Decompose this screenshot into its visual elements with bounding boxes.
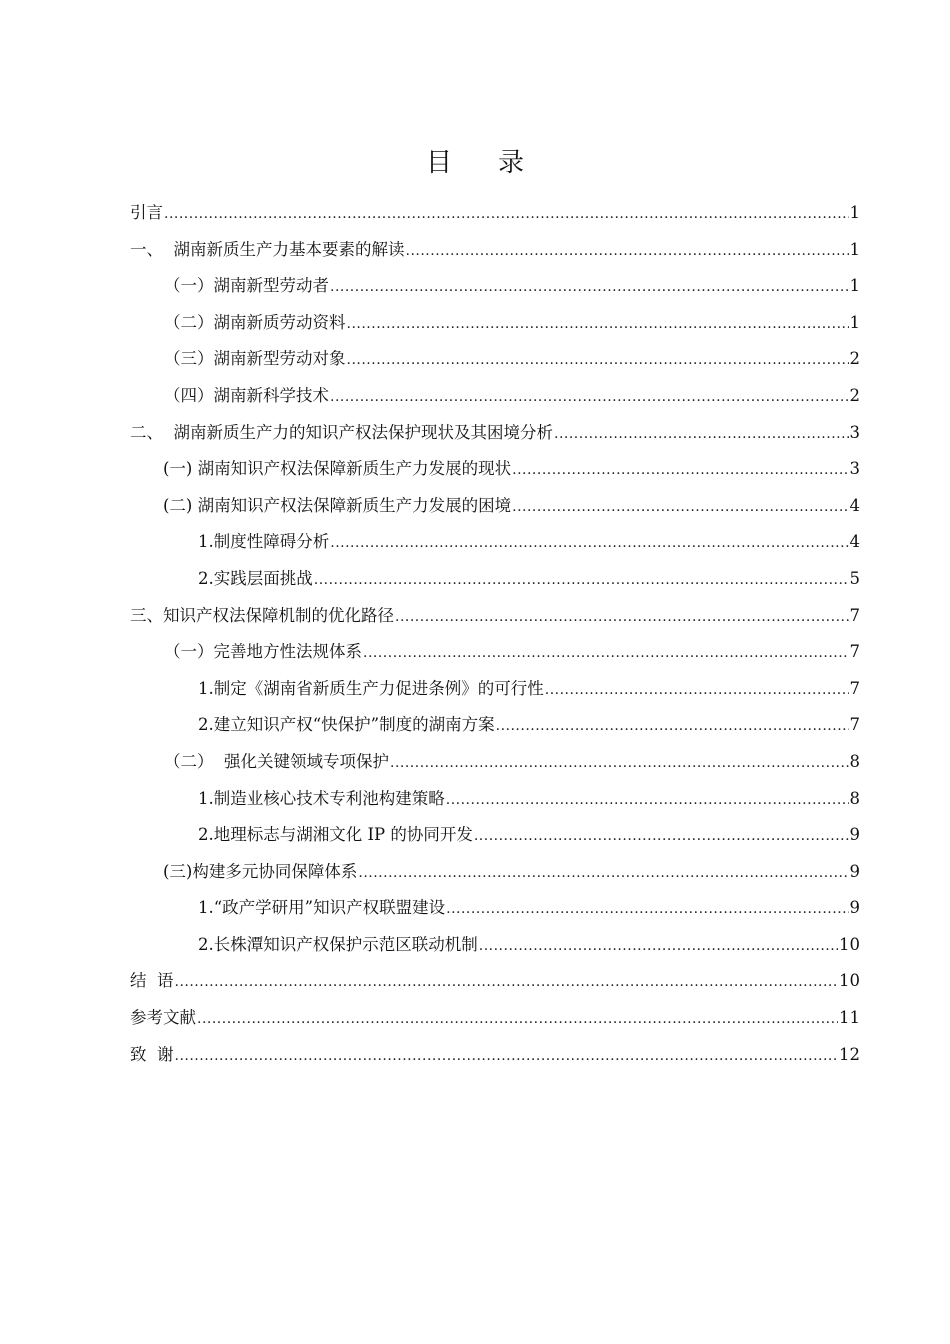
- toc-entry-label: （三）湖南新型劳动对象: [164, 349, 346, 369]
- toc-entry-label: 引言: [130, 203, 163, 222]
- toc-leader-dots: [175, 1043, 839, 1069]
- toc-page-number: 10: [839, 971, 860, 991]
- toc-leader-dots: [330, 274, 849, 300]
- toc-page-number: 12: [839, 1044, 860, 1064]
- toc-page-number: 3: [849, 422, 860, 442]
- toc-page-number: 4: [849, 495, 860, 515]
- toc-entry-label: （一）湖南新型劳动者: [164, 276, 329, 296]
- toc-entry-label: (二) 湖南知识产权法保障新质生产力发展的困境: [163, 495, 512, 515]
- table-of-contents: [130, 200, 860, 1078]
- toc-entry-label: 1.制造业核心技术专利池构建策略: [198, 788, 445, 808]
- toc-page-number: 2: [849, 349, 860, 369]
- toc-entry-label: （二）湖南新质劳动资料: [164, 312, 346, 332]
- toc-entry-subsection-2-2-2[interactable]: [130, 566, 860, 603]
- toc-leader-dots: [406, 238, 849, 264]
- toc-entry-section-1-1[interactable]: [130, 273, 860, 310]
- toc-page-number: 4: [849, 532, 860, 552]
- toc-entry-label: 2.实践层面挑战: [198, 568, 313, 588]
- toc-leader-dots: [175, 969, 839, 995]
- toc-page-number: 8: [849, 788, 860, 808]
- toc-page-number: 10: [839, 934, 860, 954]
- toc-entry-conclusion[interactable]: [130, 968, 860, 1005]
- toc-page-number: 1: [849, 239, 860, 259]
- toc-leader-dots: [395, 604, 849, 630]
- toc-leader-dots: [314, 567, 849, 593]
- toc-page-number: 1: [849, 203, 860, 222]
- toc-leader-dots: [330, 384, 849, 410]
- toc-page-number: 7: [849, 678, 860, 698]
- toc-entry-label: （一）完善地方性法规体系: [164, 642, 362, 662]
- toc-entry-label: 2.建立知识产权“快保护”制度的湖南方案: [198, 715, 495, 735]
- toc-entry-chapter-1[interactable]: [130, 237, 860, 274]
- toc-page-number: 11: [839, 1008, 860, 1028]
- toc-entry-chapter-3[interactable]: [130, 603, 860, 640]
- toc-entry-subsection-3-3-2[interactable]: [130, 932, 860, 969]
- toc-entry-label: 2.地理标志与湖湘文化 IP 的协同开发: [198, 825, 473, 845]
- toc-entry-label: （四）湖南新科学技术: [164, 385, 329, 405]
- toc-leader-dots: [545, 677, 849, 703]
- toc-entry-label: 1.制定《湖南省新质生产力促进条例》的可行性: [198, 678, 544, 698]
- page-title: 目录: [425, 148, 570, 178]
- toc-entry-label: (一) 湖南知识产权法保障新质生产力发展的现状: [163, 459, 512, 479]
- toc-entry-label: 致 谢: [130, 1044, 174, 1064]
- toc-page-number: 7: [849, 715, 860, 735]
- toc-entry-label: (三)构建多元协同保障体系: [163, 861, 358, 881]
- toc-entry-label: 二、 湖南新质生产力的知识产权法保护现状及其困境分析: [130, 422, 553, 442]
- toc-page-number: 7: [849, 642, 860, 662]
- toc-entry-section-3-1[interactable]: [130, 639, 860, 676]
- toc-leader-dots: [347, 347, 849, 373]
- toc-leader-dots: [358, 860, 848, 886]
- toc-entry-chapter-2[interactable]: [130, 420, 860, 457]
- toc-entry-acknowledgements[interactable]: [130, 1042, 860, 1079]
- toc-entry-subsection-3-2-2[interactable]: [130, 822, 860, 859]
- toc-entry-label: 2.长株潭知识产权保护示范区联动机制: [198, 934, 478, 954]
- toc-entry-label: 1.制度性障碍分析: [198, 532, 330, 552]
- toc-page-number: 2: [849, 385, 860, 405]
- toc-entry-label: 参考文献: [130, 1008, 196, 1028]
- toc-page-number: 9: [849, 898, 860, 918]
- toc-entry-intro[interactable]: [130, 200, 860, 237]
- toc-page-number: 1: [849, 276, 860, 296]
- toc-leader-dots: [197, 1006, 838, 1032]
- toc-leader-dots: [554, 421, 849, 447]
- toc-entry-section-2-2[interactable]: [130, 493, 860, 530]
- toc-entry-label: （二） 强化关键领域专项保护: [164, 751, 389, 771]
- toc-leader-dots: [446, 787, 849, 813]
- toc-page-number: 1: [849, 312, 860, 332]
- toc-entry-references[interactable]: [130, 1005, 860, 1042]
- toc-page-number: 3: [849, 459, 860, 479]
- toc-leader-dots: [390, 750, 849, 776]
- toc-page-number: 9: [849, 825, 860, 845]
- toc-entry-section-3-3[interactable]: [130, 859, 860, 896]
- toc-leader-dots: [347, 311, 849, 337]
- toc-entry-subsection-3-3-1[interactable]: [130, 895, 860, 932]
- toc-leader-dots: [330, 530, 848, 556]
- toc-leader-dots: [496, 713, 849, 739]
- toc-page-number: 9: [849, 861, 860, 881]
- toc-leader-dots: [512, 494, 848, 520]
- toc-entry-subsection-3-1-2[interactable]: [130, 712, 860, 749]
- toc-entry-section-1-4[interactable]: [130, 383, 860, 420]
- toc-entry-label: 1.“政产学研用”知识产权联盟建设: [198, 898, 446, 918]
- toc-page-number: 7: [849, 605, 860, 625]
- toc-entry-label: 一、 湖南新质生产力基本要素的解读: [130, 239, 405, 259]
- toc-leader-dots: [363, 640, 849, 666]
- toc-entry-subsection-2-2-1[interactable]: [130, 529, 860, 566]
- toc-leader-dots: [479, 933, 838, 959]
- toc-entry-subsection-3-2-1[interactable]: [130, 786, 860, 823]
- toc-leader-dots: [512, 457, 848, 483]
- toc-entry-section-1-3[interactable]: [130, 346, 860, 383]
- toc-page-number: 8: [849, 751, 860, 771]
- toc-entry-section-3-2[interactable]: [130, 749, 860, 786]
- toc-leader-dots: [164, 201, 849, 227]
- toc-entry-label: 三、知识产权法保障机制的优化路径: [130, 605, 394, 625]
- toc-entry-section-2-1[interactable]: [130, 456, 860, 493]
- toc-entry-label: 结 语: [130, 971, 174, 991]
- toc-leader-dots: [446, 896, 848, 922]
- toc-entry-subsection-3-1-1[interactable]: [130, 676, 860, 713]
- toc-page-number: 5: [849, 568, 860, 588]
- toc-entry-section-1-2[interactable]: [130, 310, 860, 347]
- toc-leader-dots: [474, 823, 849, 849]
